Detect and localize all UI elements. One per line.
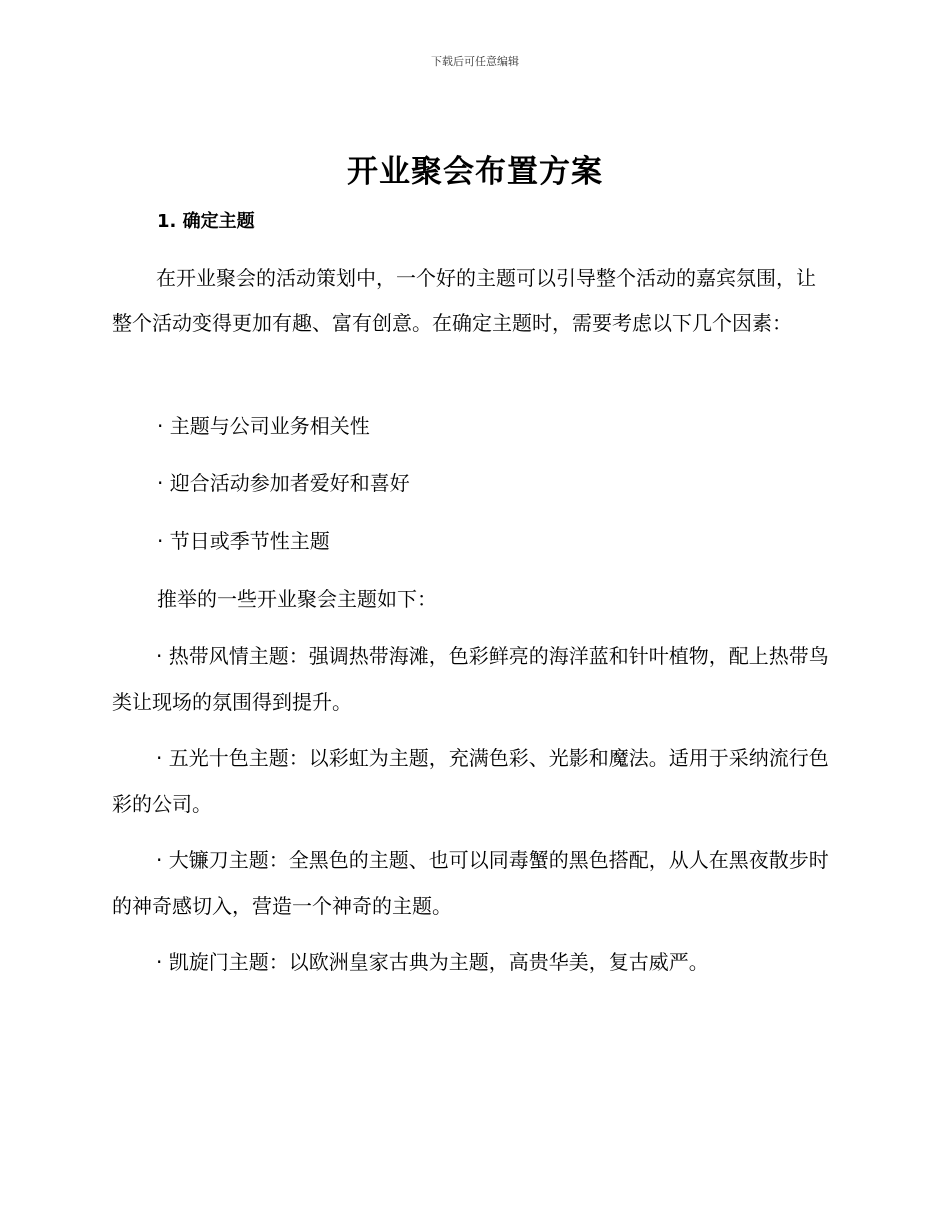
document-title: 开业聚会布置方案 <box>347 154 603 190</box>
theme-item-3: · 大镰刀主题：全黑色的主题、也可以同毒蟹的黑色搭配，从人在黑夜散步时的神奇感切入，营造一个神奇的主题。 <box>112 848 829 918</box>
themes-intro: 推举的一些开业聚会主题如下： <box>157 587 437 611</box>
factor-item-3: · 节日或季节性主题 <box>157 529 330 553</box>
theme-item-4: · 凯旋门主题：以欧洲皇家古典为主题，高贵华美，复古威严。 <box>156 950 709 974</box>
theme-item-1: · 热带风情主题：强调热带海滩，色彩鲜亮的海洋蓝和针叶植物，配上热带鸟类让现场的氛围得到提升。 <box>112 644 829 714</box>
page-header: 下载后可任意编辑 <box>431 55 519 68</box>
factor-item-1: · 主题与公司业务相关性 <box>157 414 370 438</box>
section-heading: 1. 确定主题 <box>157 211 255 232</box>
factor-item-2: · 迎合活动参加者爱好和喜好 <box>157 471 410 495</box>
intro-paragraph: 在开业聚会的活动策划中，一个好的主题可以引导整个活动的嘉宾氛围，让整个活动变得更加有趣、富有创意。在确定主题时，需要考虑以下几个因素： <box>112 266 816 335</box>
theme-item-2: · 五光十色主题：以彩虹为主题，充满色彩、光影和魔法。适用于采纳流行色彩的公司。 <box>112 746 829 816</box>
